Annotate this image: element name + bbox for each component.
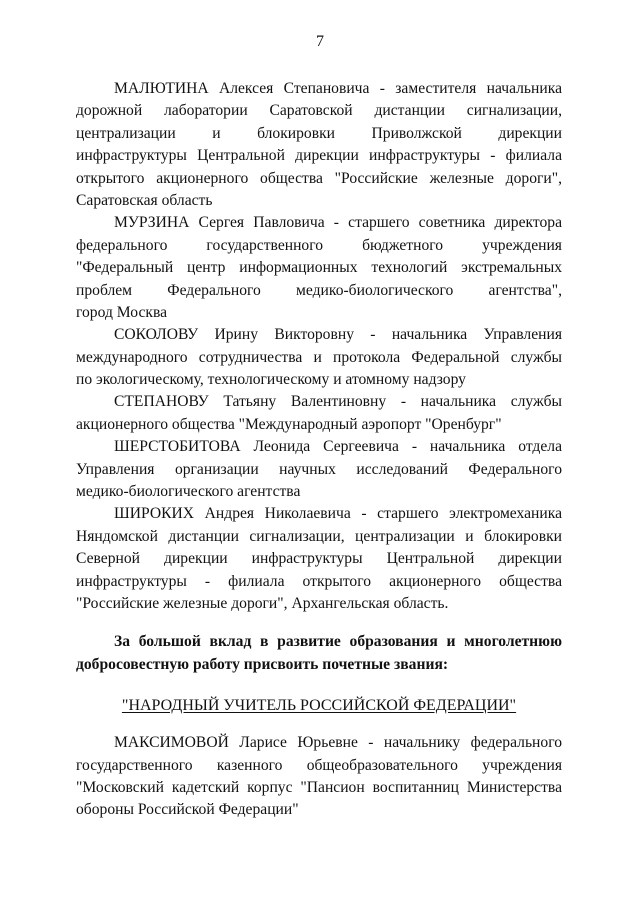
entry-line: инфраструктуры - филиала открытого акционерного общества: [76, 572, 562, 590]
entry-line: международного сотрудничества и протокола Федеральной службы: [76, 348, 562, 366]
document-content: [76, 78, 562, 822]
entry-line: "Московский кадетский корпус "Пансион воспитанниц Министерства: [76, 778, 562, 796]
entry-shirokikh: [76, 503, 562, 615]
honorary-title: [76, 694, 562, 718]
entry-line: ШЕРСТОБИТОВА Леонида Сергеевича - начальника отдела: [114, 438, 562, 456]
entry-line: по экологическому, технологическому и атомному надзору: [76, 371, 466, 389]
entry-sherstobitov: [76, 436, 562, 503]
entry-line: государственного казенного общеобразовательного учреждения: [76, 756, 562, 774]
page-number: 7: [316, 33, 324, 50]
entry-line: Саратовская область: [76, 191, 213, 209]
honorary-title-text: "НАРОДНЫЙ УЧИТЕЛЬ РОССИЙСКОЙ ФЕДЕРАЦИИ": [121, 697, 517, 715]
entry-line: "Российские железные дороги", Архангельская область.: [76, 594, 449, 612]
entry-line: СТЕПАНОВУ Татьяну Валентиновну - начальника службы: [114, 393, 562, 411]
entry-line: проблем Федерального медико-биологического агентства",: [76, 281, 562, 299]
entry-line: МАКСИМОВОЙ Ларисе Юрьевне - начальнику федерального: [114, 734, 562, 752]
entry-line: МАЛЮТИНА Алексея Степановича - заместителя начальника: [114, 80, 562, 97]
award-heading-line: добросовестную работу присвоить почетные звания:: [76, 655, 449, 673]
entry-stepanova: [76, 391, 562, 436]
award-heading: [76, 631, 562, 676]
entry-line: обороны Российской Федерации": [76, 801, 299, 819]
entry-line: Управления организации научных исследований Федерального: [76, 460, 562, 478]
entry-line: акционерного общества "Международный аэропорт "Оренбург": [76, 415, 502, 433]
entry-maksimova: [76, 732, 562, 822]
entry-sokolova: [76, 324, 562, 391]
entry-line: централизации и блокировки Приволжской дирекции: [76, 124, 562, 142]
entry-malyutin: [76, 78, 562, 212]
entry-line: СОКОЛОВУ Ирину Викторовну - начальника Управления: [114, 326, 562, 344]
entry-line: открытого акционерного общества "Российские железные дороги",: [76, 169, 562, 187]
entry-line: медико-биологического агентства: [76, 483, 301, 501]
entry-line: Северной дирекции инфраструктуры Центральной дирекции: [76, 550, 562, 568]
entry-line: ШИРОКИХ Андрея Николаевича - старшего электромеханика: [114, 505, 562, 523]
entry-line: федерального государственного бюджетного учреждения: [76, 236, 562, 254]
award-heading-line: За большой вклад в развитие образования и многолетнюю: [114, 633, 562, 651]
entry-murzin: [76, 212, 562, 324]
entry-line: "Федеральный центр информационных технологий экстремальных: [76, 259, 562, 277]
entry-line: дорожной лаборатории Саратовской дистанции сигнализации,: [76, 102, 562, 120]
entry-line: инфраструктуры Центральной дирекции инфраструктуры - филиала: [76, 147, 562, 165]
entry-line: МУРЗИНА Сергея Павловича - старшего советника директора: [114, 214, 562, 232]
entry-line: Няндомской дистанции сигнализации, централизации и блокировки: [76, 527, 562, 545]
entry-line: город Москва: [76, 303, 168, 321]
